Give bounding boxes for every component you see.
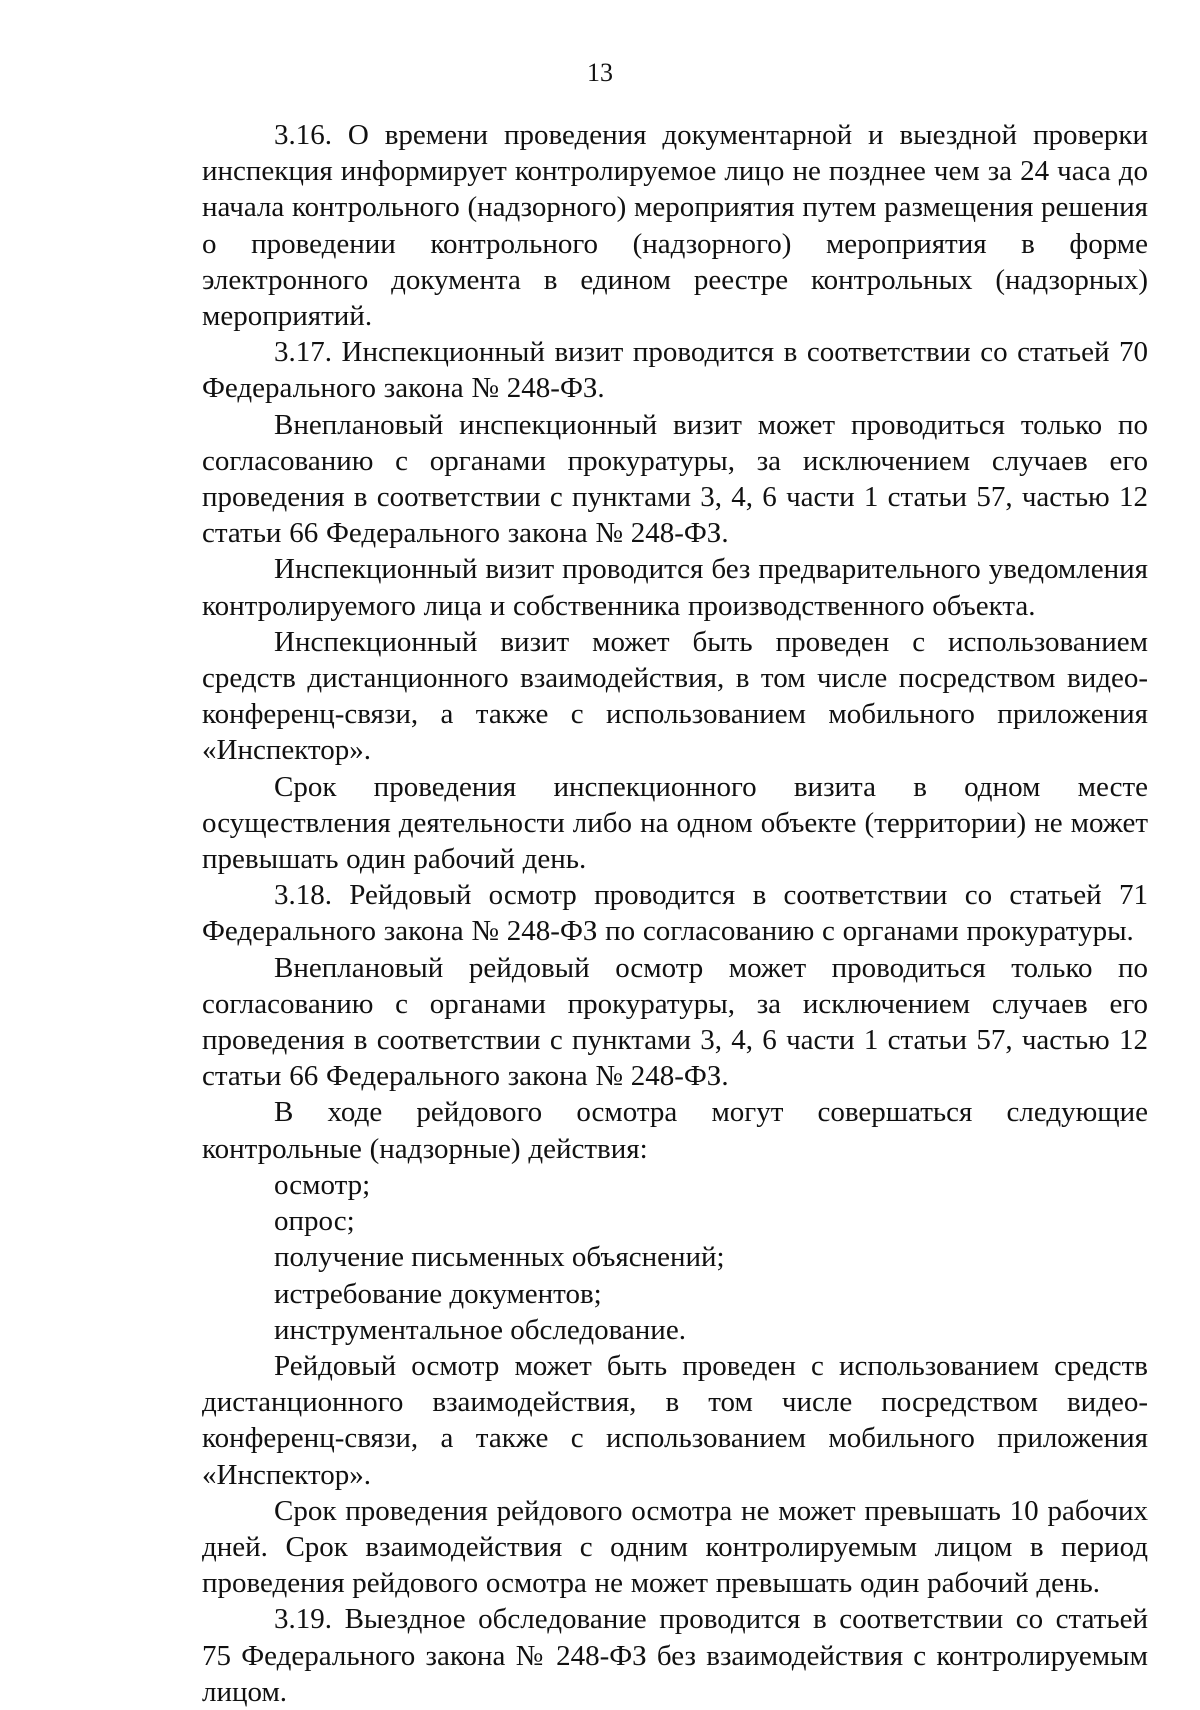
paragraph-visit-no-notice: Инспекционный визит проводится без предварительного уведомления контролируемого лица и собственника производственного объекта. xyxy=(202,553,1148,622)
paragraph-visit-duration: Срок проведения инспекционного визита в одном месте осуществления деятельности либо на одном объекте (территории) не может превышать один рабочий день. xyxy=(202,770,1148,876)
list-item-survey: опрос; xyxy=(274,1205,355,1238)
paragraph-3-19: 3.19. Выездное обследование проводится в соответствии со статьей 75 Федерального закона № 248-ФЗ без взаимодействия с контролируемым лицом. xyxy=(202,1603,1148,1708)
paragraph-3-17: 3.17. Инспекционный визит проводится в соответствии со статьей 70 Федерального закона № 248-ФЗ. xyxy=(202,336,1148,405)
paragraph-raid-actions-intro: В ходе рейдового осмотра могут совершаться следующие контрольные (надзорные) действия: xyxy=(202,1096,1148,1165)
page-number: 13 xyxy=(587,58,613,87)
paragraph-3-16: 3.16. О времени проведения документарной и выездной проверки инспекция информирует контролируемое лицо не позднее чем за 24 часа до начала контрольного (надзорного) мероприятия путем размещения решения о проведении контрольного (надзорного) мероприятия в форме электронного документа в едином реестре контрольных (надзорных) мероприятий. xyxy=(202,119,1148,333)
list-item-instrumental-examination: инструментальное обследование. xyxy=(274,1313,686,1346)
list-item-written-explanations: получение письменных объяснений; xyxy=(274,1241,725,1274)
document-body xyxy=(202,117,1148,1710)
paragraph-visit-remote: Инспекционный визит может быть проведен с использованием средств дистанционного взаимодействия, в том числе посредством видео-конференц-связи, а также с использованием мобильного приложения «Инспектор». xyxy=(202,625,1148,767)
paragraph-3-18: 3.18. Рейдовый осмотр проводится в соответствии со статьей 71 Федерального закона № 248-ФЗ по согласованию с органами прокуратуры. xyxy=(202,879,1148,948)
paragraph-raid-remote: Рейдовый осмотр может быть проведен с использованием средств дистанционного взаимодействия, в том числе посредством видео-конференц-связи, а также с использованием мобильного приложения «Инспектор». xyxy=(202,1349,1148,1491)
paragraph-unscheduled-raid: Внеплановый рейдовый осмотр может проводиться только по согласованию с органами прокуратуры, за исключением случаев его проведения в соответствии с пунктами 3, 4, 6 части 1 статьи 57, частью 12 статьи 66 Федерального закона № 248-ФЗ. xyxy=(202,951,1148,1093)
paragraph-unscheduled-visit: Внеплановый инспекционный визит может проводиться только по согласованию с органами прокуратуры, за исключением случаев его проведения в соответствии с пунктами 3, 4, 6 части 1 статьи 57, частью 12 статьи 66 Федерального закона № 248-ФЗ. xyxy=(202,408,1148,550)
list-item-document-request: истребование документов; xyxy=(274,1277,602,1310)
paragraph-raid-duration: Срок проведения рейдового осмотра не может превышать 10 рабочих дней. Срок взаимодействия с одним контролируемым лицом в период проведения рейдового осмотра не может превышать один рабочий день. xyxy=(202,1494,1148,1600)
list-item-inspection: осмотр; xyxy=(274,1168,371,1201)
